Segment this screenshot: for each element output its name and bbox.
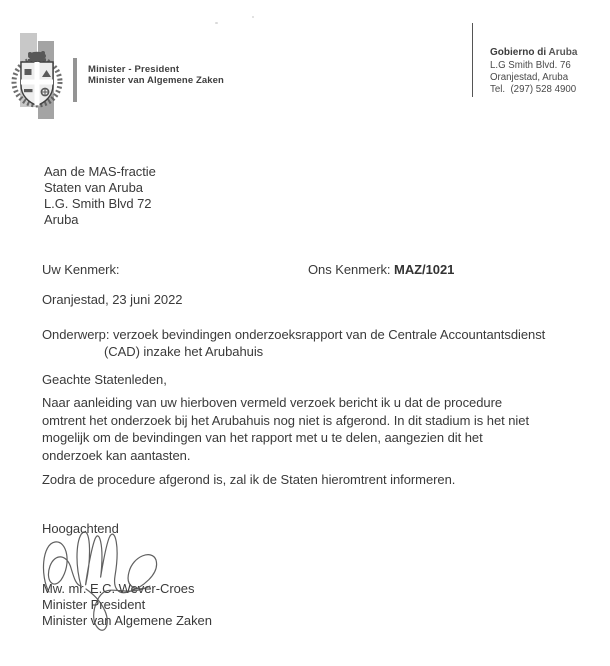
body-line: omtrent het onderzoek bij het Arubahuis nog niet is afgerond. In dit stadium is het niet [42, 412, 530, 428]
scan-artifact [215, 22, 218, 24]
government-name-bold: Gobierno di [490, 47, 547, 58]
body-line: Naar aanleiding van uw hierboven vermeld verzoek bericht ik u dat de procedure [42, 395, 503, 410]
date-line: Oranjestad, 23 juni 2022 [42, 292, 183, 307]
recipient-line: Staten van Aruba [44, 180, 143, 195]
aruba-coat-of-arms-logo [10, 33, 68, 119]
recipient-line: Aruba [44, 212, 79, 227]
scan-artifact [252, 16, 254, 18]
ministry-title-line2: Minister van Algemene Zaken [88, 75, 224, 86]
government-address-line2: Oranjestad, Aruba [490, 72, 569, 83]
body-paragraph-2 [42, 471, 455, 489]
recipient-line: Aan de MAS-fractie [44, 164, 156, 179]
left-header-divider [73, 58, 77, 102]
government-contact-block [490, 47, 577, 96]
ministry-title-line1: Minister - President [88, 64, 180, 75]
government-address-line1: L.G Smith Blvd. 76 [490, 60, 571, 71]
body-line: onderzoek kan aantasten. [42, 447, 191, 463]
valediction: Hoogachtend [42, 521, 119, 536]
right-header-divider [472, 23, 473, 97]
signatory-title-1: Minister President [42, 597, 146, 612]
our-reference-label: Ons Kenmerk: [308, 262, 395, 277]
government-name-rest: Aruba [546, 47, 578, 58]
government-phone: Tel. (297) 528 4900 [490, 84, 577, 95]
body-line: mogelijk om de bevindingen van het rapport met u te delen, aangezien dit het [42, 430, 483, 445]
signatory-name: Mw. mr. E.C. Wever-Croes [42, 581, 195, 596]
recipient-address [44, 164, 156, 228]
ministry-title-block [88, 64, 224, 86]
body-line: Zodra de procedure afgerond is, zal ik de Staten hieromtrent informeren. [42, 472, 456, 487]
subject-line1: Onderwerp: verzoek bevindingen onderzoeksrapport van de Centrale Accountantsdienst [42, 327, 546, 342]
subject-line2: (CAD) inzake het Arubahuis [104, 344, 264, 359]
government-name [490, 47, 577, 59]
our-reference-value: MAZ/1021 [394, 262, 455, 277]
salutation: Geachte Statenleden, [42, 372, 167, 387]
body-paragraph-1 [42, 394, 529, 464]
signatory-title-2: Minister van Algemene Zaken [42, 613, 212, 628]
your-reference-label: Uw Kenmerk: [42, 262, 120, 277]
our-reference [308, 262, 454, 277]
recipient-line: L.G. Smith Blvd 72 [44, 196, 152, 211]
